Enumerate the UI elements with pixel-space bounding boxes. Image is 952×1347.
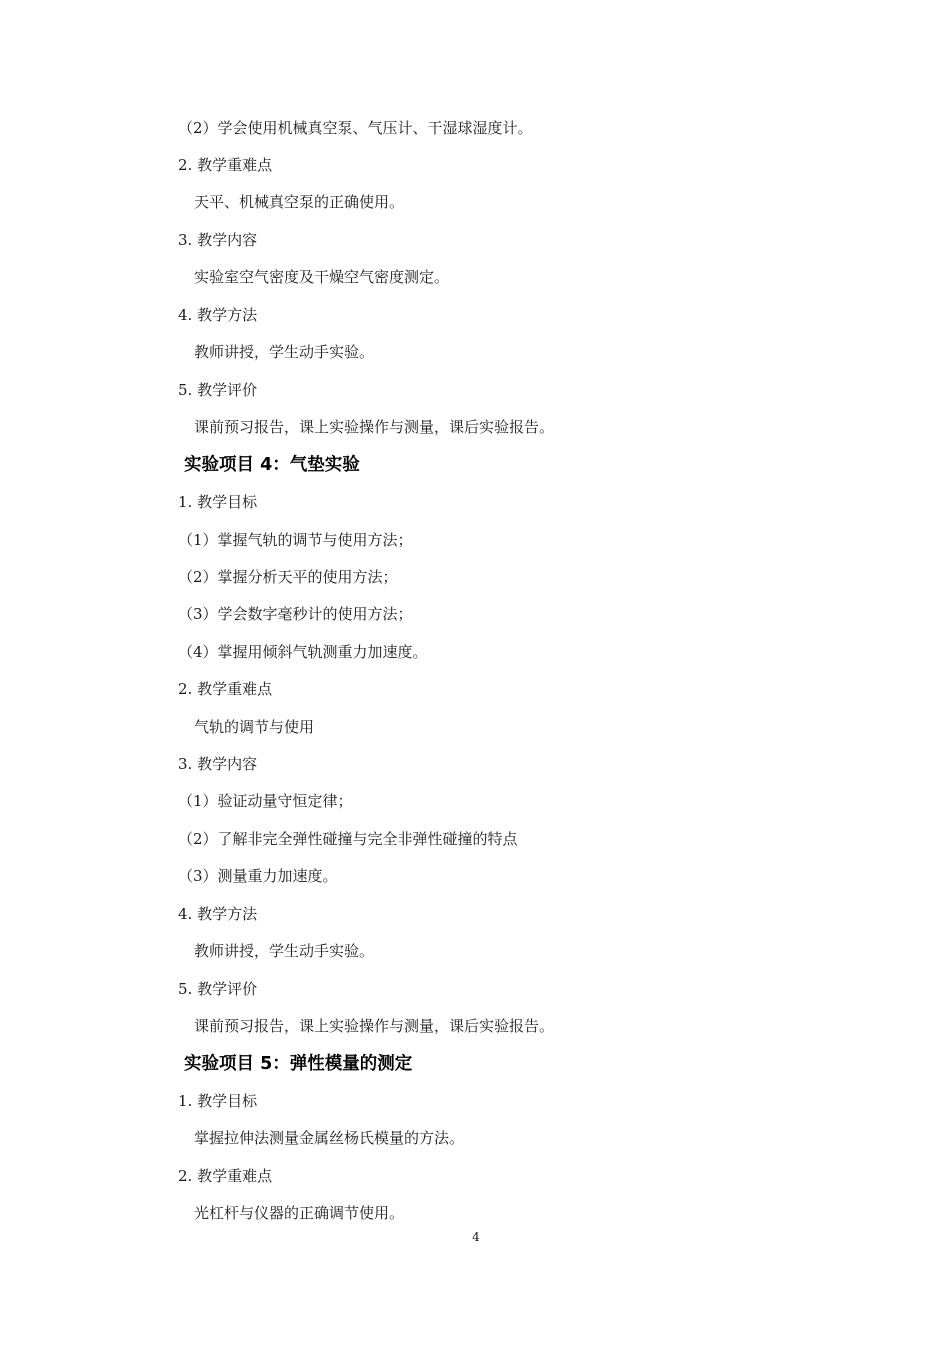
section-heading-method: 4. 教学方法	[178, 905, 258, 923]
section-heading-key-points: 2. 教学重难点	[178, 680, 273, 698]
content-item-3: （3）测量重力加速度。	[178, 867, 338, 885]
method-text: 教师讲授，学生动手实验。	[194, 343, 375, 361]
objective-item-1: （1）掌握气轨的调节与使用方法；	[178, 531, 413, 549]
section-heading-evaluation: 5. 教学评价	[178, 980, 258, 998]
project-heading-4: 实验项目 4：气垫实验	[184, 455, 360, 475]
project-heading-5: 实验项目 5：弹性模量的测定	[184, 1054, 413, 1074]
key-points-text: 光杠杆与仪器的正确调节使用。	[194, 1204, 405, 1222]
method-text: 教师讲授，学生动手实验。	[194, 942, 375, 960]
objectives-text: 掌握拉伸法测量金属丝杨氏模量的方法。	[194, 1129, 465, 1147]
section-heading-key-points: 2. 教学重难点	[178, 1167, 273, 1185]
content-item-1: （1）验证动量守恒定律；	[178, 792, 353, 810]
section-heading-method: 4. 教学方法	[178, 306, 258, 324]
evaluation-text: 课前预习报告，课上实验操作与测量，课后实验报告。	[194, 418, 555, 436]
section-heading-key-points: 2. 教学重难点	[178, 156, 273, 174]
content-text: 实验室空气密度及干燥空气密度测定。	[194, 268, 450, 286]
content-item-2: （2）了解非完全弹性碰撞与完全非弹性碰撞的特点	[178, 830, 518, 848]
section-heading-objectives: 1. 教学目标	[178, 493, 258, 511]
page-number: 4	[472, 1230, 480, 1244]
objective-item-2: （2）掌握分析天平的使用方法；	[178, 568, 398, 586]
section-heading-content: 3. 教学内容	[178, 755, 258, 773]
objective-item-4: （4）掌握用倾斜气轨测重力加速度。	[178, 643, 428, 661]
section-heading-content: 3. 教学内容	[178, 231, 258, 249]
evaluation-text: 课前预习报告，课上实验操作与测量，课后实验报告。	[194, 1017, 555, 1035]
section-heading-objectives: 1. 教学目标	[178, 1092, 258, 1110]
key-points-text: 气轨的调节与使用	[194, 718, 315, 736]
objective-item-3: （3）学会数字毫秒计的使用方法；	[178, 605, 413, 623]
section-heading-evaluation: 5. 教学评价	[178, 381, 258, 399]
objective-item-2: （2）学会使用机械真空泵、气压计、干湿球湿度计。	[178, 119, 533, 137]
key-points-text: 天平、机械真空泵的正确使用。	[194, 193, 405, 211]
